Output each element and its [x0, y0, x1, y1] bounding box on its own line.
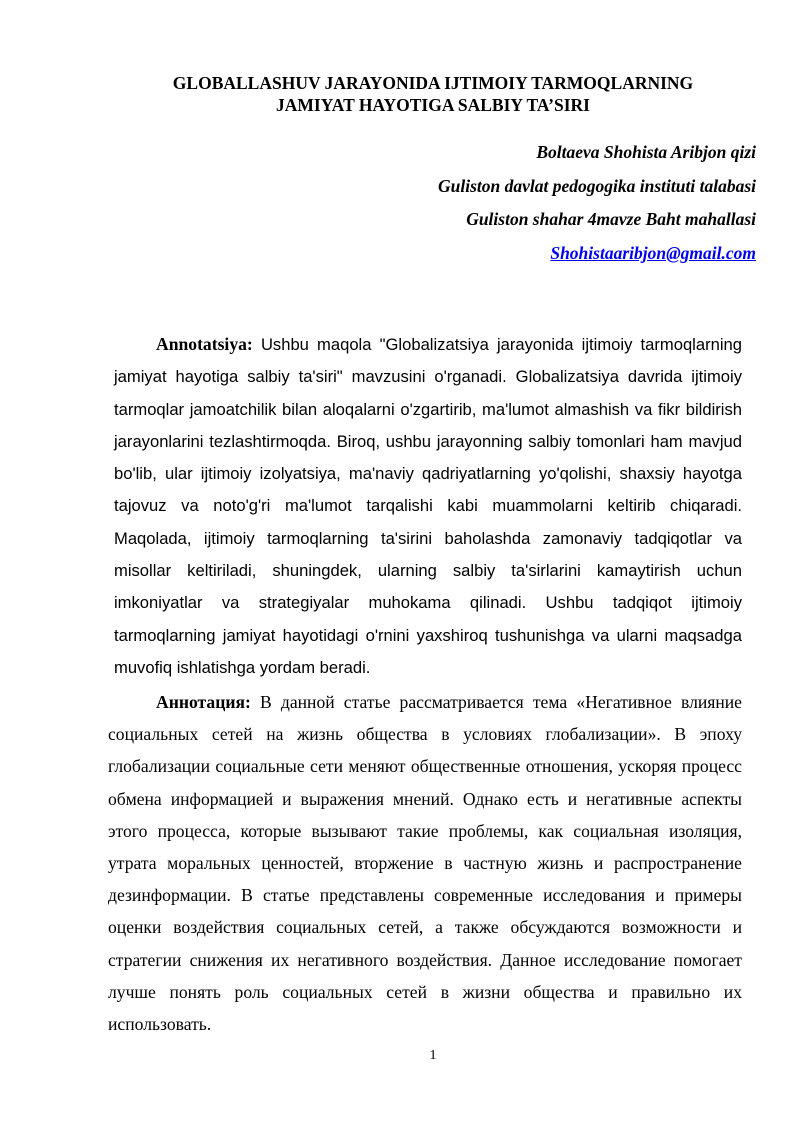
title-line-2: JAMIYAT HAYOTIGA SALBIY TA’SIRI: [276, 95, 590, 115]
author-info: [156, 136, 756, 270]
author-address: Guliston shahar 4mavze Baht mahallasi: [466, 209, 756, 229]
author-affiliation: Guliston davlat pedogogika instituti talabasi: [438, 175, 756, 196]
abstract-uzbek-label: Annotatsiya:: [156, 334, 253, 354]
article-title: [108, 72, 758, 116]
page-number: 1: [429, 1048, 437, 1063]
author-email-link[interactable]: Shohistaaribjon@gmail.com: [550, 242, 756, 263]
abstract-russian: [108, 686, 742, 1040]
author-name: Boltaeva Shohista Aribjon qizi: [536, 142, 756, 162]
abstract-uzbek-text: Ushbu maqola "Globalizatsiya jarayonida ijtimoiy tarmoqlarning jamiyat hayotiga salbiy ta'siri" mavzusini o'rganadi. Globalizatsiya davrida ijtimoiy tarmoqlar jamoatchilik bilan aloqalarni o'zgartirib, ma'lumot almashish va fikr bildirish jarayonlarini tezlashtirmoqda. Biroq, ushbu jarayonning salbiy tomonlari ham mavjud bo'lib, ular ijtimoiy izolyatsiya, ma'naviy qadriyatlarning yo'qolishi, shaxsiy hayotga tajovuz va noto'g'ri ma'lumot tarqalishi kabi muammolarni keltirib chiqaradi. Maqolada, ijtimoiy tarmoqlarning ta'sirini baholashda zamonaviy tadqiqotlar va misollar keltiriladi, shuningdek, ularning salbiy ta'sirlarini kamaytirish uchun imkoniyatlar va strategiyalar muhokama qilinadi. Ushbu tadqiqot ijtimoiy tarmoqlarning jamiyat hayotidagi o'rnini yaxshiroq tushunishga va ularni maqsadga muvofiq ishlatishga yordam beradi.: [114, 335, 742, 677]
abstract-russian-label: Аннотация:: [156, 692, 251, 712]
abstract-russian-text: В данной статье рассматривается тема «Негативное влияние социальных сетей на жизнь общества в условиях глобализации». В эпоху глобализации социальные сети меняют общественные отношения, ускоряя процесс обмена информацией и выражения мнений. Однако есть и негативные аспекты этого процесса, которые вызывают такие проблемы, как социальная изоляция, утрата моральных ценностей, вторжение в частную жизнь и распространение дезинформации. В статье представлены современные исследования и примеры оценки воздействия социальных сетей, а также обсуждаются возможности и стратегии снижения их негативного воздействия. Данное исследование помогает лучше понять роль социальных сетей в жизни общества и правильно их использовать.: [108, 692, 742, 1035]
abstract-uzbek: [114, 328, 742, 684]
title-line-1: GLOBALLASHUV JARAYONIDA IJTIMOIY TARMOQLARNING: [172, 73, 694, 93]
